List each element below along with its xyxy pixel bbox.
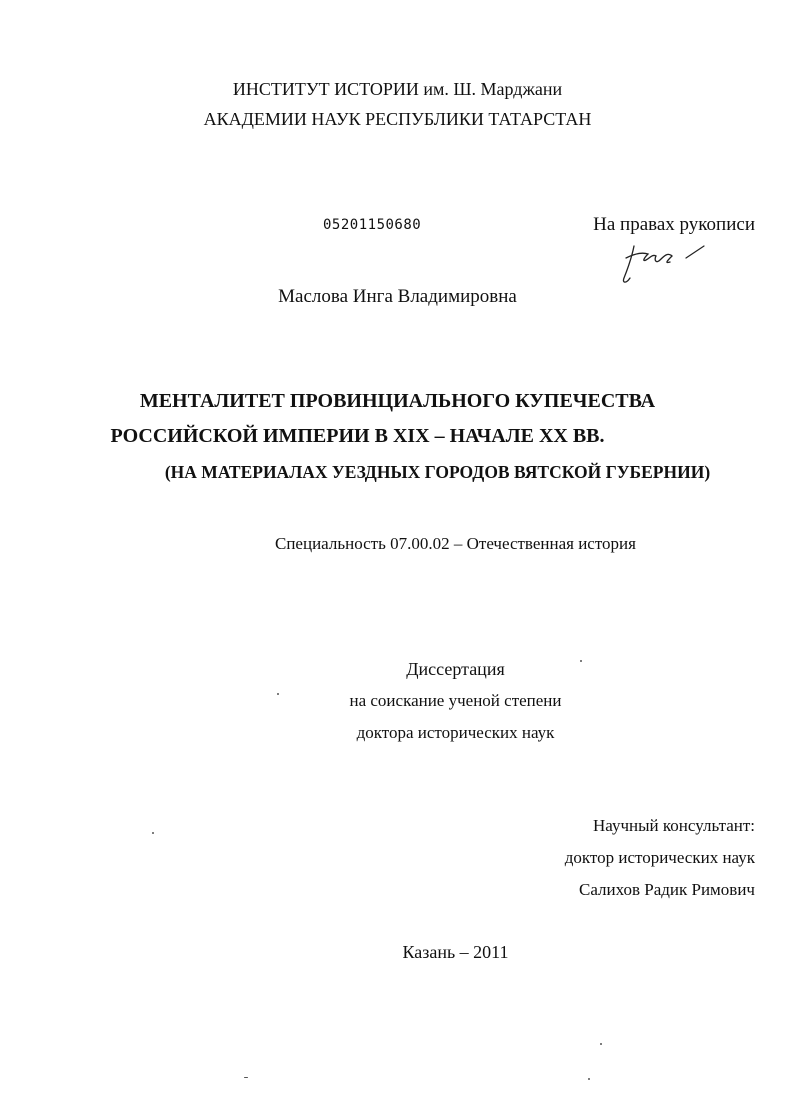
- specialty-line: Специальность 07.00.02 – Отечественная история: [275, 534, 636, 553]
- scan-speck: [152, 832, 154, 834]
- degree-line-1: Диссертация: [406, 659, 505, 679]
- consultant-name: Салихов Радик Римович: [579, 880, 755, 899]
- place-year: Казань – 2011: [402, 942, 509, 962]
- title-line-1: МЕНТАЛИТЕТ ПРОВИНЦИАЛЬНОГО КУПЕЧЕСТВА: [139, 390, 656, 412]
- scan-speck: [277, 693, 279, 695]
- scan-speck: [588, 1078, 590, 1080]
- scan-speck: [580, 660, 582, 662]
- signature-mark: [612, 238, 712, 286]
- consultant-label: Научный консультант:: [593, 816, 755, 835]
- title-line-3: (НА МАТЕРИАЛАХ УЕЗДНЫХ ГОРОДОВ ВЯТСКОЙ ГУБЕРНИИ): [164, 462, 711, 482]
- author-name: Маслова Инга Владимировна: [278, 286, 517, 307]
- catalog-number: 05201150680: [323, 217, 422, 233]
- title-line-2: РОССИЙСКОЙ ИМПЕРИИ В XIX – НАЧАЛЕ XX ВВ.: [110, 425, 605, 447]
- degree-line-3: доктора исторических наук: [356, 723, 555, 742]
- academy-line: АКАДЕМИИ НАУК РЕСПУБЛИКИ ТАТАРСТАН: [203, 109, 592, 129]
- consultant-degree: доктор исторических наук: [564, 848, 755, 867]
- rights-note: На правах рукописи: [593, 214, 755, 235]
- scan-speck: [600, 1043, 602, 1045]
- degree-line-2: на соискание ученой степени: [349, 691, 562, 710]
- institute-line: ИНСТИТУТ ИСТОРИИ им. Ш. Марджани: [232, 79, 563, 99]
- scan-speck: [244, 1077, 248, 1078]
